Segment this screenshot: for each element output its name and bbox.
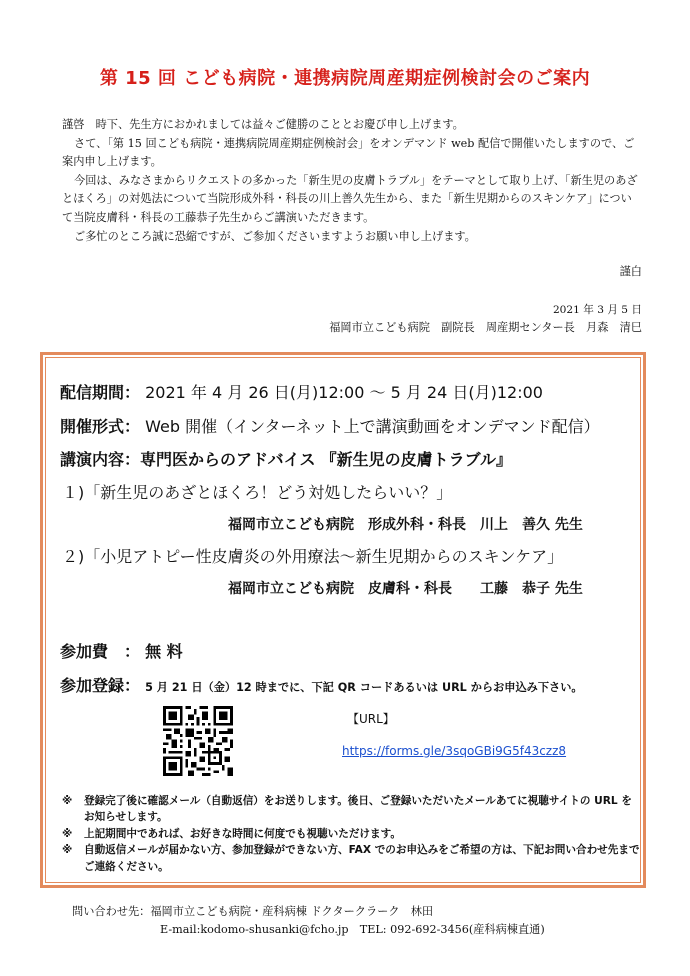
letter-closing: 謹白 xyxy=(619,265,642,278)
letter-sender: 福岡市立こども病院 副院長 周産期センター長 月森 清巳 xyxy=(329,321,642,334)
period-row xyxy=(60,380,543,403)
note-item xyxy=(62,842,642,875)
note-text: 上記期間中であれば、お好きな時間に何度でも視聴いただけます。 xyxy=(84,827,401,840)
letter-paragraph-topic: 今回は、みなさまからリクエストの多かった「新生児の皮膚トラブル」をテーマとして取り上げ、「新生児のあざとほくろ」の対処法について当院形成外科・科長の川上善久先生から、また「新生児期からのスキンケア」について当院皮膚科・科長の工藤恭子先生からご講演いただきます。 xyxy=(62,173,638,224)
note-text: 自動返信メールが届かない方、参加登録ができない方、FAX でのお申込みをご希望の方は、下記お問い合わせ先までご連絡ください。 xyxy=(84,844,640,873)
topic-value: 『新生児の皮膚トラブル』 xyxy=(320,450,512,469)
letter-paragraph-announcement: さて、「第 15 回こども病院・連携病院周産期症例検討会」をオンデマンド web 配信で開催いたしますので、ご案内申し上げます。 xyxy=(62,136,635,169)
period-value: 2021 年 4 月 26 日(月)12:00 ～ 5 月 24 日(月)12:00 xyxy=(145,383,543,402)
letter-body xyxy=(62,116,642,246)
format-row xyxy=(60,414,600,437)
note-mark: ※ xyxy=(62,827,73,840)
topic-row xyxy=(60,447,512,470)
topic-label: 講演内容：専門医からのアドバイス xyxy=(60,450,316,469)
note-mark: ※ xyxy=(62,844,73,857)
format-label: 開催形式： xyxy=(60,417,141,436)
contact-email-phone: E-mail:kodomo-shusanki@fcho.jp TEL: 092-692-3456(産科病棟直通) xyxy=(160,923,545,936)
note-text: 登録完了後に確認メール（自動返信）をお送りします。後日、ご登録いただいたメールあてに視聴サイトの URL をお知らせします。 xyxy=(84,795,632,824)
fee-value: 無 料 xyxy=(145,642,183,661)
fee-label: 参加費 ： xyxy=(60,642,141,661)
page-title: 第 15 回 こども病院・連携病院周産期症例検討会のご案内 xyxy=(99,68,591,89)
qr-code-icon[interactable] xyxy=(163,706,233,776)
contact-line: 問い合わせ先：福岡市立こども病院・産科病棟 ドクタークラーク 林田 xyxy=(72,905,434,918)
contact-footer xyxy=(72,903,545,939)
letter-date: 2021 年 3 月 5 日 xyxy=(552,304,642,316)
period-label: 配信期間： xyxy=(60,383,141,402)
lecture2-speaker: 福岡市立こども病院 皮膚科・科長 工藤 恭子 先生 xyxy=(228,581,583,597)
url-label: 【URL】 xyxy=(347,712,395,726)
lecture1-speaker: 福岡市立こども病院 形成外科・科長 川上 善久 先生 xyxy=(228,517,583,533)
fee-row xyxy=(60,639,183,662)
format-value: Web 開催（インターネット上で講演動画をオンデマンド配信） xyxy=(145,417,600,436)
note-item xyxy=(62,826,642,842)
note-mark: ※ xyxy=(62,795,73,807)
registration-url-link[interactable]: https://forms.gle/3sqoGBi9G5f43czz8 xyxy=(342,744,567,758)
registration-label: 参加登録： xyxy=(60,676,141,695)
registration-value: 5 月 21 日（金）12 時までに、下記 QR コードあるいは URL からお申込み下さい。 xyxy=(145,681,583,694)
registration-row xyxy=(60,673,583,696)
note-item xyxy=(62,793,642,826)
letter-greeting: 謹啓 時下、先生方におかれましては益々ご健勝のこととお慶び申し上げます。 xyxy=(62,118,464,131)
letter-paragraph-request: ご多忙のところ誠に恐縮ですが、ご参加くださいますようお願い申し上げます。 xyxy=(74,229,476,243)
notes-list xyxy=(62,793,642,875)
lecture1-title: １)「新生児のあざとほくろ！どう対処したらいい？」 xyxy=(62,483,453,502)
lecture2-title: ２)「小児アトピー性皮膚炎の外用療法～新生児期からのスキンケア」 xyxy=(62,547,564,566)
